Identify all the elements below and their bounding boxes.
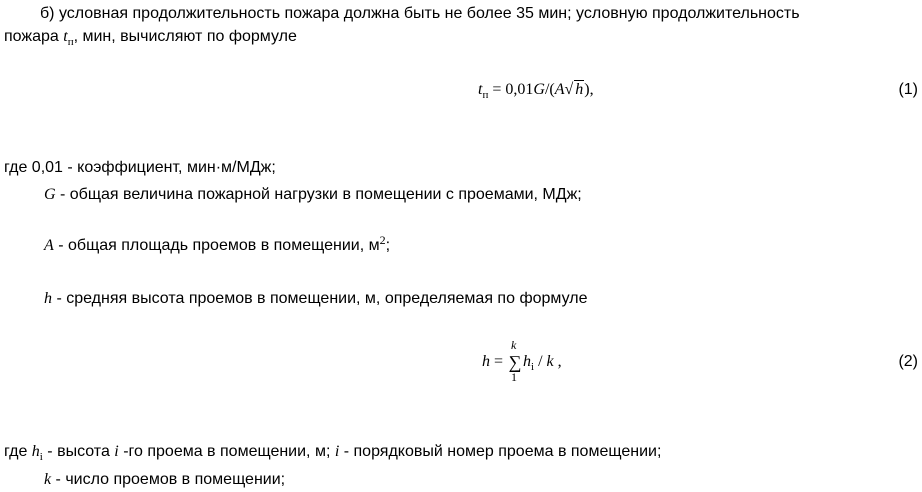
formula1-eq: = 0,01 [488, 81, 534, 98]
formula1-slash-open: /( [544, 81, 555, 98]
formula1-A: A [554, 81, 565, 98]
formula2-i-sub: i [531, 361, 535, 374]
formula2-hi: h [523, 353, 532, 371]
where1-A-end: ; [385, 237, 391, 254]
where2-i-var2: i [334, 443, 340, 460]
formula2-comma: , [553, 353, 562, 371]
formula-2 [482, 338, 562, 384]
where2-k-var: k [44, 471, 52, 488]
para-b-line2-start: пожара [4, 28, 64, 45]
formula1-t: t [478, 81, 483, 98]
where2-i-var: i [114, 443, 119, 460]
where2-mid2: -го проема в помещении, м; [118, 443, 335, 460]
formula1-sqrt-h: h [575, 81, 584, 98]
where2-k-text: - число проемов в помещении; [51, 471, 286, 488]
formula2-sum-bottom: 1 [511, 370, 518, 384]
formula1-G: G [533, 81, 545, 98]
formula2-slash: / [534, 353, 547, 371]
where1-h-var: h [44, 290, 52, 307]
where1-A-text: - общая площадь проемов в помещении, м [53, 237, 380, 254]
where2-hi-var: h [31, 443, 40, 460]
where1-coefficient: где 0,01 - коэффициент, мин·м/МДж; [4, 159, 276, 176]
formula2-k: k [546, 353, 554, 371]
where1-h-text: - средняя высота проемов в помещении, м, определяемая по формуле [52, 290, 588, 307]
where1-h-line [44, 289, 587, 309]
formula-1 [478, 80, 594, 99]
formula1-sqrt-sign: √ [564, 81, 574, 98]
formula-2-number: (2) [898, 353, 918, 370]
where2-start: где [4, 443, 32, 460]
where1-G-var: G [44, 186, 56, 203]
formula-1-number: (1) [898, 81, 918, 98]
formula1-t-sub: п [482, 89, 489, 101]
para-b-line2-end: , мин, вычисляют по формуле [73, 28, 297, 45]
where1-A-sup: 2 [379, 233, 386, 247]
where2-mid3: - порядковый номер проема в помещении; [339, 443, 662, 460]
t-subscript: п [67, 36, 74, 48]
where1-A-var: A [44, 237, 54, 254]
where2-mid1: - высота [42, 443, 115, 460]
where1-G-text: - общая величина пожарной нагрузки в помещении с проемами, МДж; [55, 186, 582, 203]
formula2-sum [507, 338, 523, 384]
formula2-h: h [482, 353, 490, 371]
formula2-sum-top: k [511, 338, 517, 352]
where2-i-sub: i [39, 451, 43, 463]
where2-hi-line [4, 442, 661, 463]
sigma-symbol: ∑ [508, 352, 522, 372]
formula2-eq: = [490, 353, 508, 371]
t-variable: t [63, 28, 68, 45]
para-b-line2 [4, 27, 297, 48]
formula1-close: ), [584, 81, 594, 98]
where1-G-line [44, 185, 582, 205]
para-b-line1: б) условная продолжительность пожара должна быть не более 35 мин; условную продолжительность [40, 5, 800, 22]
where1-A-line [44, 233, 391, 256]
where2-k-line [44, 470, 285, 490]
